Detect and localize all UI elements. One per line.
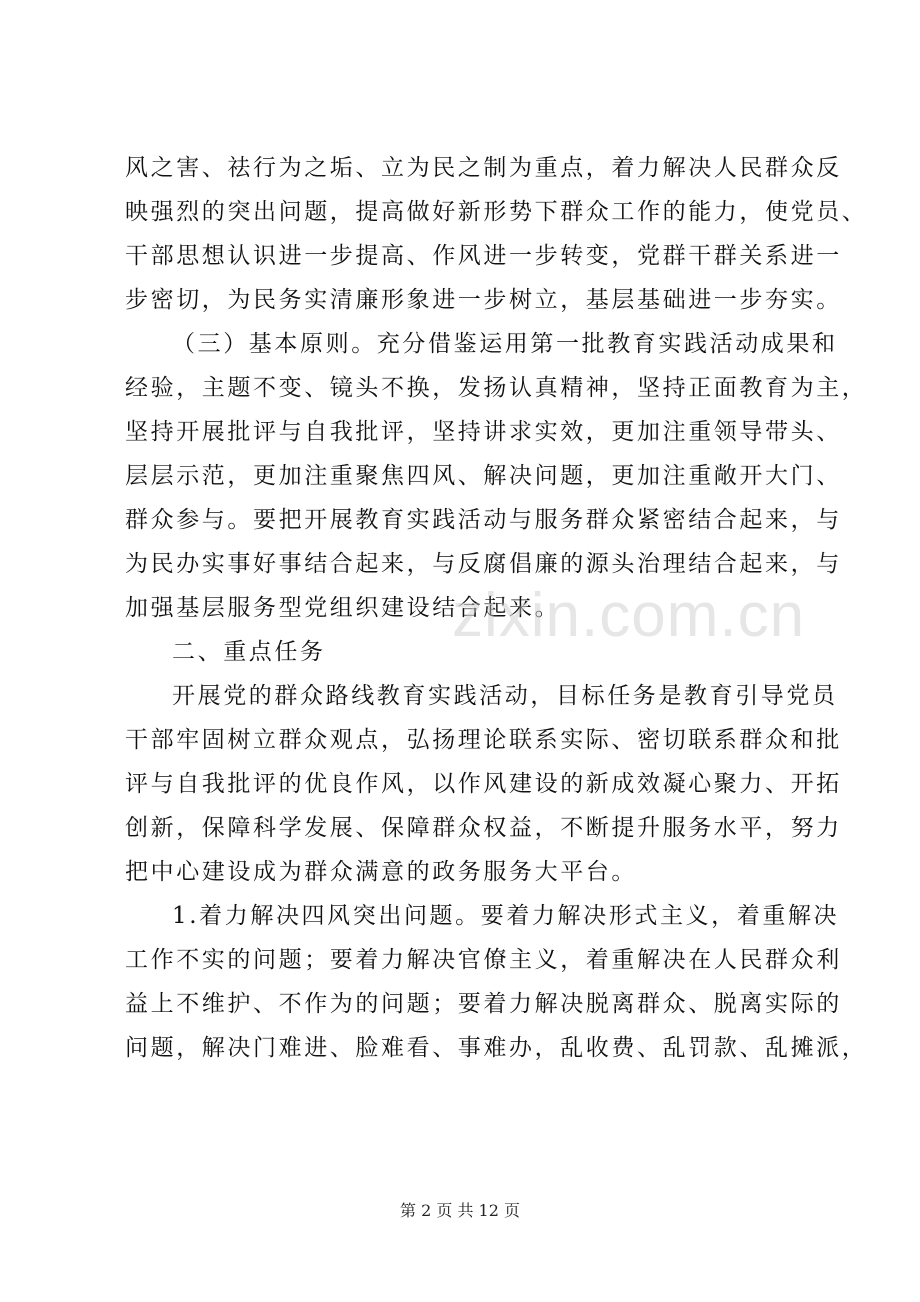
body-line: 步密切，为民务实清廉形象进一步树立，基层基础进一步夯实。 bbox=[125, 287, 842, 313]
body-line: 干部思想认识进一步提高、作风进一步转变，党群干群关系进一 bbox=[125, 243, 842, 269]
body-line: 1.着力解决四风突出问题。要着力解决形式主义，着重解决 bbox=[172, 903, 840, 929]
body-line: （三）基本原则。充分借鉴运用第一批教育实践活动成果和 bbox=[172, 331, 838, 357]
body-line: 坚持开展批评与自我批评，坚持讲求实效，更加注重领导带头、 bbox=[125, 419, 842, 445]
body-line: 益上不维护、不作为的问题；要着力解决脱离群众、脱离实际的 bbox=[125, 991, 842, 1017]
body-line: 风之害、祛行为之垢、立为民之制为重点，着力解决人民群众反 bbox=[125, 155, 842, 181]
body-line: 映强烈的突出问题，提高做好新形势下群众工作的能力，使党员、 bbox=[125, 199, 868, 225]
body-line: 开展党的群众路线教育实践活动，目标任务是教育引导党员 bbox=[172, 683, 838, 709]
body-line: 群众参与。要把开展教育实践活动与服务群众紧密结合起来，与 bbox=[125, 507, 842, 533]
section-heading: 二、重点任务 bbox=[172, 639, 326, 665]
body-line: 创新，保障科学发展、保障群众权益，不断提升服务水平，努力 bbox=[125, 815, 842, 841]
body-line: 为民办实事好事结合起来，与反腐倡廉的源头治理结合起来，与 bbox=[125, 551, 842, 577]
body-line: 工作不实的问题；要着力解决官僚主义，着重解决在人民群众利 bbox=[125, 947, 842, 973]
body-line: 问题，解决门难进、脸难看、事难办，乱收费、乱罚款、乱摊派， bbox=[125, 1035, 868, 1061]
body-line: 评与自我批评的优良作风，以作风建设的新成效凝心聚力、开拓 bbox=[125, 771, 842, 797]
body-line: 把中心建设成为群众满意的政务服务大平台。 bbox=[125, 859, 637, 885]
body-line: 层层示范，更加注重聚焦四风、解决问题，更加注重敞开大门、 bbox=[125, 463, 842, 489]
page-number-footer: 第 2 页 共 12 页 bbox=[400, 1201, 520, 1220]
body-line: 经验，主题不变、镜头不换，发扬认真精神，坚持正面教育为主， bbox=[125, 375, 868, 401]
body-line: 加强基层服务型党组织建设结合起来。 bbox=[125, 595, 561, 621]
watermark: zixin.com.cn bbox=[452, 581, 806, 650]
body-line: 干部牢固树立群众观点，弘扬理论联系实际、密切联系群众和批 bbox=[125, 727, 842, 753]
